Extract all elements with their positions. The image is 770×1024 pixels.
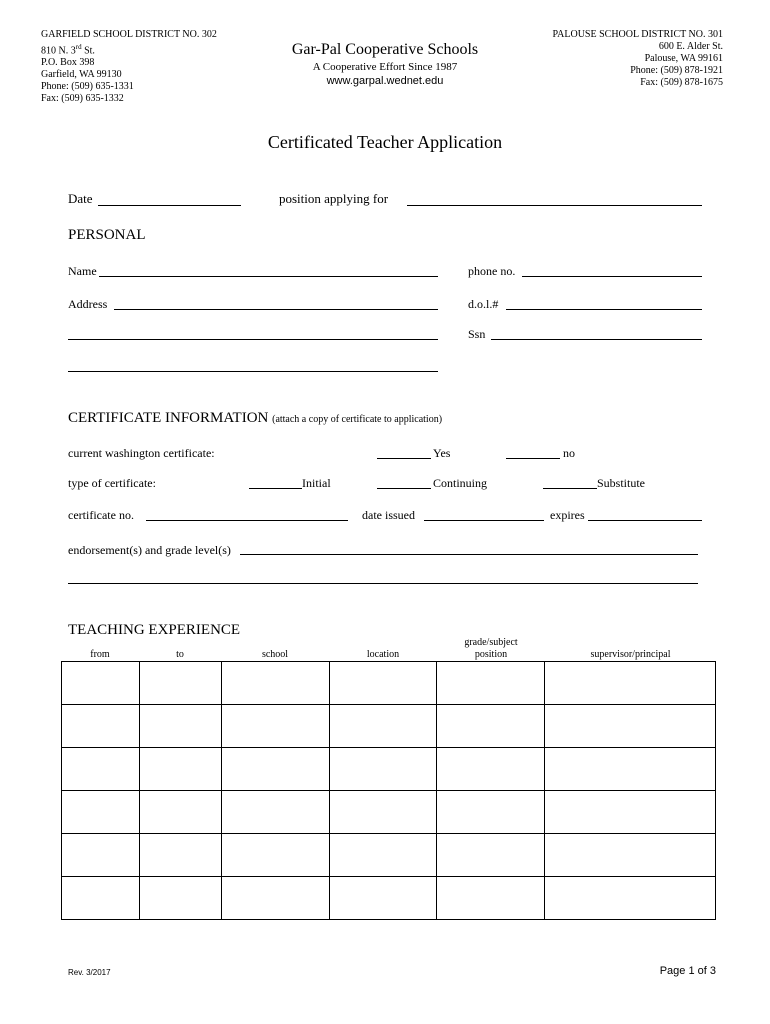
cell-to[interactable] bbox=[139, 791, 221, 834]
cell-from[interactable] bbox=[62, 877, 140, 920]
teaching-experience-heading: TEACHING EXPERIENCE bbox=[68, 622, 241, 638]
cell-from[interactable] bbox=[62, 834, 140, 877]
cell-location[interactable] bbox=[329, 748, 437, 791]
phone-label: phone no. bbox=[468, 264, 516, 278]
address-label: Address bbox=[68, 297, 108, 311]
expires-label: expires bbox=[550, 508, 585, 522]
garfield-po-box: P.O. Box 398 bbox=[41, 57, 95, 69]
position-label: position applying for bbox=[279, 191, 389, 206]
certificate-type-label: type of certificate: bbox=[68, 476, 156, 490]
cell-from[interactable] bbox=[62, 705, 140, 748]
current-yes-label: Yes bbox=[433, 446, 451, 460]
personal-heading: PERSONAL bbox=[68, 227, 146, 243]
cell-school[interactable] bbox=[221, 791, 329, 834]
certificate-number-label: certificate no. bbox=[68, 508, 134, 522]
address-field-line2[interactable] bbox=[68, 325, 438, 340]
endorsements-field-line2[interactable] bbox=[68, 569, 698, 584]
cell-from[interactable] bbox=[62, 791, 140, 834]
ssn-field[interactable] bbox=[491, 325, 702, 340]
position-field[interactable] bbox=[407, 191, 702, 206]
type-initial-label: Initial bbox=[302, 476, 331, 490]
certificate-number-field[interactable] bbox=[146, 506, 348, 521]
cell-to[interactable] bbox=[139, 748, 221, 791]
cell-location[interactable] bbox=[329, 791, 437, 834]
cell-to[interactable] bbox=[139, 834, 221, 877]
cell-supervisor[interactable] bbox=[545, 662, 716, 705]
cell-to[interactable] bbox=[139, 705, 221, 748]
cell-supervisor[interactable] bbox=[545, 748, 716, 791]
certificate-heading: CERTIFICATE INFORMATION (attach a copy of certificate to application) bbox=[68, 410, 443, 426]
dol-label: d.o.l.# bbox=[468, 297, 499, 311]
palouse-fax: Fax: (509) 878-1675 bbox=[640, 77, 723, 88]
expires-field[interactable] bbox=[588, 506, 702, 521]
cell-school[interactable] bbox=[221, 662, 329, 705]
current-no-label: no bbox=[563, 446, 575, 460]
current-no-field[interactable] bbox=[506, 444, 560, 459]
address-field-line3[interactable] bbox=[68, 357, 438, 372]
col-supervisor-principal: supervisor/principal bbox=[590, 649, 671, 660]
garfield-city: Garfield, WA 99130 bbox=[41, 69, 122, 81]
cell-supervisor[interactable] bbox=[545, 877, 716, 920]
cell-location[interactable] bbox=[329, 705, 437, 748]
cell-to[interactable] bbox=[139, 877, 221, 920]
cell-supervisor[interactable] bbox=[545, 705, 716, 748]
phone-field[interactable] bbox=[522, 262, 702, 277]
palouse-district-name: PALOUSE SCHOOL DISTRICT NO. 301 bbox=[552, 29, 723, 40]
cooperative-website: www.garpal.wednet.edu bbox=[326, 75, 444, 87]
type-substitute-field[interactable] bbox=[543, 474, 597, 489]
document-title: Certificated Teacher Application bbox=[267, 132, 503, 152]
garfield-phone: Phone: (509) 635-1331 bbox=[41, 81, 134, 93]
cell-supervisor[interactable] bbox=[545, 791, 716, 834]
type-continuing-label: Continuing bbox=[433, 476, 488, 490]
table-row bbox=[62, 662, 716, 705]
endorsements-field-line1[interactable] bbox=[240, 540, 698, 555]
table-row bbox=[62, 834, 716, 877]
address-field-line1[interactable] bbox=[114, 295, 438, 310]
cell-grade-subject[interactable] bbox=[437, 877, 545, 920]
table-row bbox=[62, 877, 716, 920]
col-location: location bbox=[366, 649, 400, 660]
col-grade-subject-position: grade/subject position bbox=[464, 637, 518, 660]
cell-grade-subject[interactable] bbox=[437, 662, 545, 705]
cell-school[interactable] bbox=[221, 748, 329, 791]
date-issued-field[interactable] bbox=[424, 506, 544, 521]
palouse-phone: Phone: (509) 878-1921 bbox=[630, 65, 723, 76]
table-row bbox=[62, 705, 716, 748]
dol-field[interactable] bbox=[506, 295, 702, 310]
garfield-district-name: GARFIELD SCHOOL DISTRICT NO. 302 bbox=[41, 29, 217, 40]
cell-to[interactable] bbox=[139, 662, 221, 705]
col-to: to bbox=[176, 649, 184, 660]
table-row bbox=[62, 791, 716, 834]
cell-grade-subject[interactable] bbox=[437, 705, 545, 748]
cell-location[interactable] bbox=[329, 834, 437, 877]
garfield-fax: Fax: (509) 635-1332 bbox=[41, 93, 124, 105]
cell-supervisor[interactable] bbox=[545, 834, 716, 877]
cell-from[interactable] bbox=[62, 748, 140, 791]
name-field[interactable] bbox=[99, 262, 438, 277]
cell-school[interactable] bbox=[221, 877, 329, 920]
current-certificate-label: current washington certificate: bbox=[68, 446, 215, 460]
page-number: Page 1 of 3 bbox=[659, 965, 716, 977]
palouse-city: Palouse, WA 99161 bbox=[644, 53, 723, 64]
cell-grade-subject[interactable] bbox=[437, 748, 545, 791]
date-issued-label: date issued bbox=[362, 508, 415, 522]
revision-date: Rev. 3/2017 bbox=[68, 968, 111, 977]
date-label: Date bbox=[68, 191, 93, 206]
cell-location[interactable] bbox=[329, 877, 437, 920]
cooperative-name: Gar-Pal Cooperative Schools bbox=[291, 41, 479, 58]
palouse-district-address bbox=[553, 29, 723, 89]
palouse-street: 600 E. Alder St. bbox=[658, 41, 723, 52]
teaching-experience-table bbox=[61, 661, 716, 920]
cell-school[interactable] bbox=[221, 705, 329, 748]
col-from: from bbox=[90, 649, 110, 660]
name-label: Name bbox=[68, 264, 97, 278]
cell-from[interactable] bbox=[62, 662, 140, 705]
cell-school[interactable] bbox=[221, 834, 329, 877]
type-continuing-field[interactable] bbox=[377, 474, 431, 489]
certificate-note: (attach a copy of certificate to application) bbox=[272, 414, 443, 425]
col-school: school bbox=[261, 649, 289, 660]
type-substitute-label: Substitute bbox=[597, 476, 646, 490]
cooperative-tagline: A Cooperative Effort Since 1987 bbox=[312, 61, 458, 73]
table-row bbox=[62, 748, 716, 791]
cell-location[interactable] bbox=[329, 662, 437, 705]
type-initial-field[interactable] bbox=[249, 474, 302, 489]
ssn-label: Ssn bbox=[468, 327, 486, 341]
endorsements-label: endorsement(s) and grade level(s) bbox=[68, 543, 231, 557]
date-field[interactable] bbox=[98, 191, 241, 206]
current-yes-field[interactable] bbox=[377, 444, 431, 459]
cell-grade-subject[interactable] bbox=[437, 791, 545, 834]
garfield-street: 810 N. 3rd St. bbox=[41, 43, 95, 57]
cell-grade-subject[interactable] bbox=[437, 834, 545, 877]
